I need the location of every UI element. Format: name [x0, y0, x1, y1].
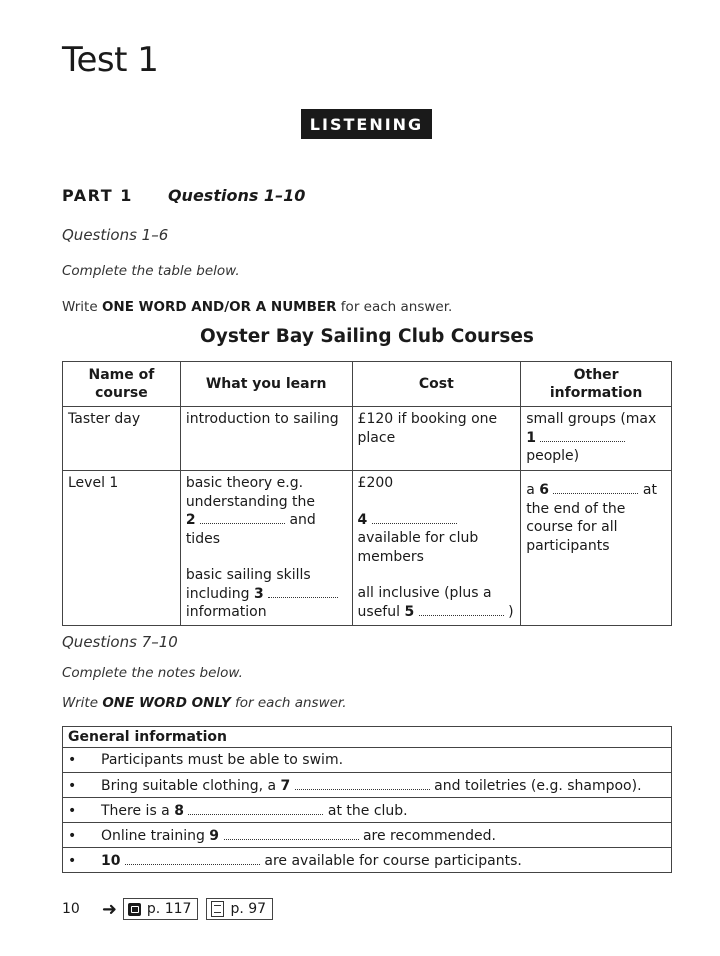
question-number-3: 3	[254, 585, 264, 602]
list-item: • Participants must be able to swim.	[63, 748, 672, 773]
table-row	[63, 407, 672, 471]
answer-gap-3	[268, 585, 338, 598]
word-limit-instruction-b: Write ONE WORD ONLY for each answer.	[62, 695, 347, 711]
cell-other: a 6 at the end of the course for all participants	[521, 471, 672, 626]
transcript-reference[interactable]: p. 97	[206, 898, 273, 920]
courses-table	[62, 361, 672, 626]
questions-7-10-label: Questions 7–10	[62, 633, 178, 651]
page-footer	[62, 898, 273, 920]
cell-cost: £200 4 available for club members all inclusive (plus a useful 5 )	[352, 471, 521, 626]
table-row	[63, 471, 672, 626]
list-item: • 10 are available for course participants.	[63, 848, 672, 873]
question-number-1: 1	[526, 429, 536, 446]
cell-other: small groups (max 1 people)	[521, 407, 672, 471]
arrow-right-icon: ➜	[101, 898, 117, 920]
table-title: Oyster Bay Sailing Club Courses	[200, 326, 534, 347]
answer-gap-1	[540, 429, 625, 442]
questions-1-6-label: Questions 1–6	[62, 226, 169, 244]
part-heading	[62, 186, 305, 205]
answer-gap-5	[419, 603, 504, 616]
page-number: 10	[62, 901, 80, 917]
answer-gap-10	[125, 852, 260, 865]
table-header-row	[63, 362, 672, 407]
header-name: Name of course	[63, 362, 181, 407]
answer-gap-2	[200, 511, 285, 524]
cell-name: Level 1	[63, 471, 181, 626]
instruction-table: Complete the table below.	[62, 263, 240, 279]
question-number-8: 8	[174, 802, 184, 819]
section-banner: LISTENING	[301, 109, 432, 139]
question-number-9: 9	[209, 827, 220, 844]
question-number-7: 7	[280, 777, 291, 794]
list-item: • Bring suitable clothing, a 7 and toiletries (e.g. shampoo).	[63, 773, 672, 798]
cell-learn: basic theory e.g. understanding the 2 and tides basic sailing skills including 3 information	[180, 471, 352, 626]
list-item: • Online training 9 are recommended.	[63, 823, 672, 848]
header-learn: What you learn	[180, 362, 352, 407]
transcript-icon	[211, 901, 224, 917]
answer-key-icon	[128, 903, 141, 916]
notes-table	[62, 726, 672, 873]
part-questions: Questions 1–10	[167, 186, 306, 205]
question-number-4: 4	[357, 511, 368, 528]
cell-learn: introduction to sailing	[180, 407, 352, 471]
answer-key-reference[interactable]: p. 117	[123, 898, 199, 920]
question-number-6: 6	[539, 482, 549, 498]
instruction-notes: Complete the notes below.	[62, 665, 243, 681]
question-number-2: 2	[185, 512, 196, 528]
page-title: Test 1	[62, 40, 159, 80]
header-other: Other information	[521, 362, 672, 407]
answer-gap-4	[372, 511, 457, 524]
answer-gap-7	[295, 777, 430, 790]
word-limit-instruction-a: Write ONE WORD AND/OR A NUMBER for each answer.	[62, 299, 453, 315]
list-item: • There is a 8 at the club.	[63, 798, 672, 823]
question-number-5: 5	[404, 603, 415, 620]
notes-header: General information	[63, 727, 672, 748]
part-label: PART 1	[62, 186, 133, 205]
header-cost: Cost	[352, 362, 521, 407]
answer-gap-6	[553, 481, 638, 494]
notes-header-row	[63, 727, 672, 748]
cell-name: Taster day	[63, 407, 181, 471]
cell-cost: £120 if booking one place	[352, 407, 521, 471]
question-number-10: 10	[101, 852, 121, 869]
answer-gap-8	[188, 802, 323, 815]
answer-gap-9	[224, 827, 359, 840]
